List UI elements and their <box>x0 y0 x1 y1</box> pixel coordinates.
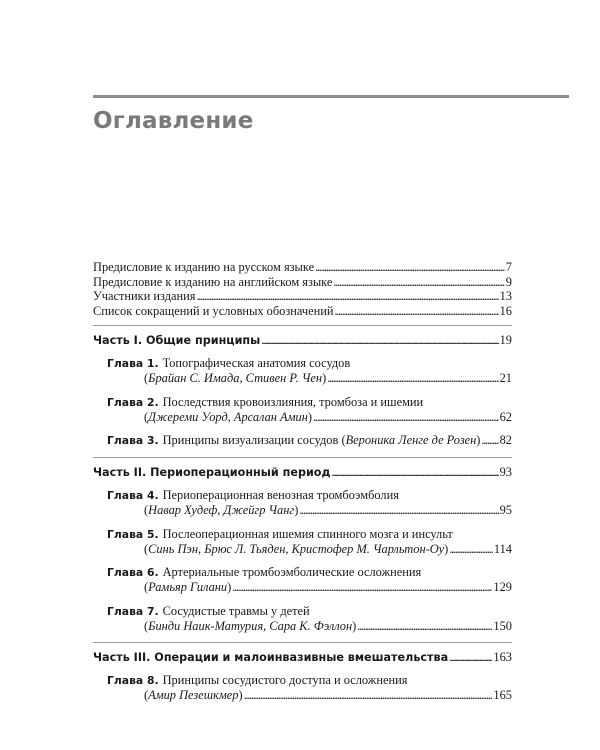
toc-chapter-5[interactable]: Глава 5. Послеоперационная ишемия спинного мозга и инсульт (Синь Пэн, Брюс Л. Тьяден, Кристофер М. Чарльтон-Оу) . . . 114 <box>107 527 512 557</box>
dot-leader <box>232 580 492 595</box>
part-page: 19 <box>499 333 512 347</box>
chapter-page: 95 <box>499 503 512 517</box>
toc-entry-front-1[interactable] <box>93 275 512 290</box>
entry-title: Список сокращений и условных обозначений <box>93 303 334 318</box>
dot-leader <box>244 688 493 703</box>
chapter-title: Послеоперационная ишемия спинного мозга и инсульт <box>162 526 453 541</box>
toc-chapter-8[interactable]: Глава 8. Принципы сосудистого доступа и осложнения (Амир Пезешкмер) . . . 165 <box>107 673 512 703</box>
chapter-page: 165 <box>493 688 512 702</box>
part-title: Часть III. Операции и малоинвазивные вмешательства <box>93 651 449 664</box>
chapter-label: Глава 6. <box>107 566 159 579</box>
entry-title: Участники издания <box>93 289 196 303</box>
chapter-authors: Навар Худеф, Джейгр Чанг <box>148 503 295 517</box>
chapter-title: Принципы визуализации сосудов <box>162 433 339 447</box>
dot-leader <box>327 371 498 386</box>
chapter-page: 62 <box>499 409 512 424</box>
dot-leader <box>449 651 492 665</box>
dot-leader <box>299 503 498 518</box>
chapter-label: Глава 8. <box>107 674 159 687</box>
dot-leader <box>197 289 499 304</box>
dot-leader <box>357 619 492 634</box>
chapter-label: Глава 3. <box>107 434 159 447</box>
chapter-title: Последствия кровоизлияния, тромбоза и ишемии <box>162 394 424 409</box>
dot-leader <box>315 260 505 275</box>
toc-entry-front-0[interactable] <box>93 260 512 275</box>
toc-entry-front-2[interactable] <box>93 289 512 304</box>
dot-leader <box>333 275 504 290</box>
part-title: Часть I. Общие принципы <box>93 334 261 347</box>
chapter-authors: Амир Пезешкмер <box>148 688 239 702</box>
entry-page: 9 <box>505 274 512 289</box>
dot-leader <box>261 334 498 348</box>
divider <box>93 325 512 326</box>
chapter-authors: Рамьяр Гилани <box>148 580 228 594</box>
toc-chapter-1[interactable]: Глава 1. Топографическая анатомия сосудов (Брайан С. Имада, Стивен Р. Чен) . . . 21 <box>107 356 512 386</box>
entry-title: Предисловие к изданию на русском языке <box>93 260 315 274</box>
chapter-title: Принципы сосудистого доступа и осложнения <box>162 673 408 687</box>
chapter-authors: Вероника Ленге де Розен <box>345 433 477 447</box>
chapter-title: Сосудистые травмы у детей <box>162 603 310 618</box>
chapter-page: 150 <box>493 618 512 633</box>
entry-page: 7 <box>505 260 512 274</box>
chapter-label: Глава 5. <box>107 527 159 541</box>
divider <box>93 642 512 643</box>
chapter-page: 21 <box>499 371 512 385</box>
toc-part-1[interactable] <box>93 333 512 348</box>
dot-leader <box>332 466 499 480</box>
toc-chapter-6[interactable]: Глава 6. Артериальные тромбоэмболические осложнения (Рамьяр Гилани) . . . 129 <box>107 565 512 595</box>
part-page: 163 <box>493 650 512 664</box>
dot-leader <box>313 410 499 425</box>
part-title: Часть II. Периоперационный период <box>93 466 331 479</box>
toc-chapter-2[interactable]: Глава 2. Последствия кровоизлияния, тромбоза и ишемии (Джереми Уорд, Арсалан Амин) . . . 62 <box>107 395 512 425</box>
chapter-authors: Брайан С. Имада, Стивен Р. Чен <box>148 371 323 385</box>
entry-title: Предисловие к изданию на английском языке <box>93 274 333 289</box>
toc-entry-front-3[interactable] <box>93 304 512 319</box>
toc-part-2[interactable] <box>93 465 512 480</box>
chapter-page: 114 <box>493 541 512 556</box>
part-page: 93 <box>499 465 512 479</box>
toc-chapter-7[interactable]: Глава 7. Сосудистые травмы у детей (Бинди Наик-Матурия, Сара К. Фэллон) . . . 150 <box>107 604 512 634</box>
chapter-label: Глава 2. <box>107 395 159 409</box>
entry-page: 16 <box>499 303 512 318</box>
page-title: Оглавление <box>93 108 254 134</box>
chapter-authors: Бинди Наик-Матурия, Сара К. Фэллон <box>148 618 353 633</box>
dot-leader <box>449 542 493 557</box>
chapter-title: Артериальные тромбоэмболические осложнения <box>162 565 422 579</box>
table-of-contents <box>93 260 512 712</box>
chapter-page: 82 <box>499 433 512 447</box>
chapter-label: Глава 1. <box>107 357 159 370</box>
chapter-title: Периоперационная венозная тромбоэмболия <box>162 488 399 502</box>
chapter-label: Глава 7. <box>107 604 159 618</box>
dot-leader <box>335 304 499 319</box>
chapter-title: Топографическая анатомия сосудов <box>162 356 351 370</box>
divider <box>93 457 512 458</box>
entry-page: 13 <box>499 289 512 303</box>
toc-part-3[interactable] <box>93 650 512 665</box>
chapter-authors: Синь Пэн, Брюс Л. Тьяден, Кристофер М. Чарльтон-Оу <box>148 541 445 556</box>
chapter-label: Глава 4. <box>107 489 159 502</box>
toc-chapter-4[interactable]: Глава 4. Периоперационная венозная тромбоэмболия (Навар Худеф, Джейгр Чанг) . . . 95 <box>107 488 512 518</box>
header-rule <box>93 95 569 98</box>
toc-chapter-3[interactable]: Глава 3. Принципы визуализации сосудов (Вероника Ленге де Розен) . . . 82 <box>107 433 512 448</box>
dot-leader <box>481 433 498 448</box>
chapter-authors: Джереми Уорд, Арсалан Амин <box>148 409 308 424</box>
chapter-page: 129 <box>493 580 512 594</box>
